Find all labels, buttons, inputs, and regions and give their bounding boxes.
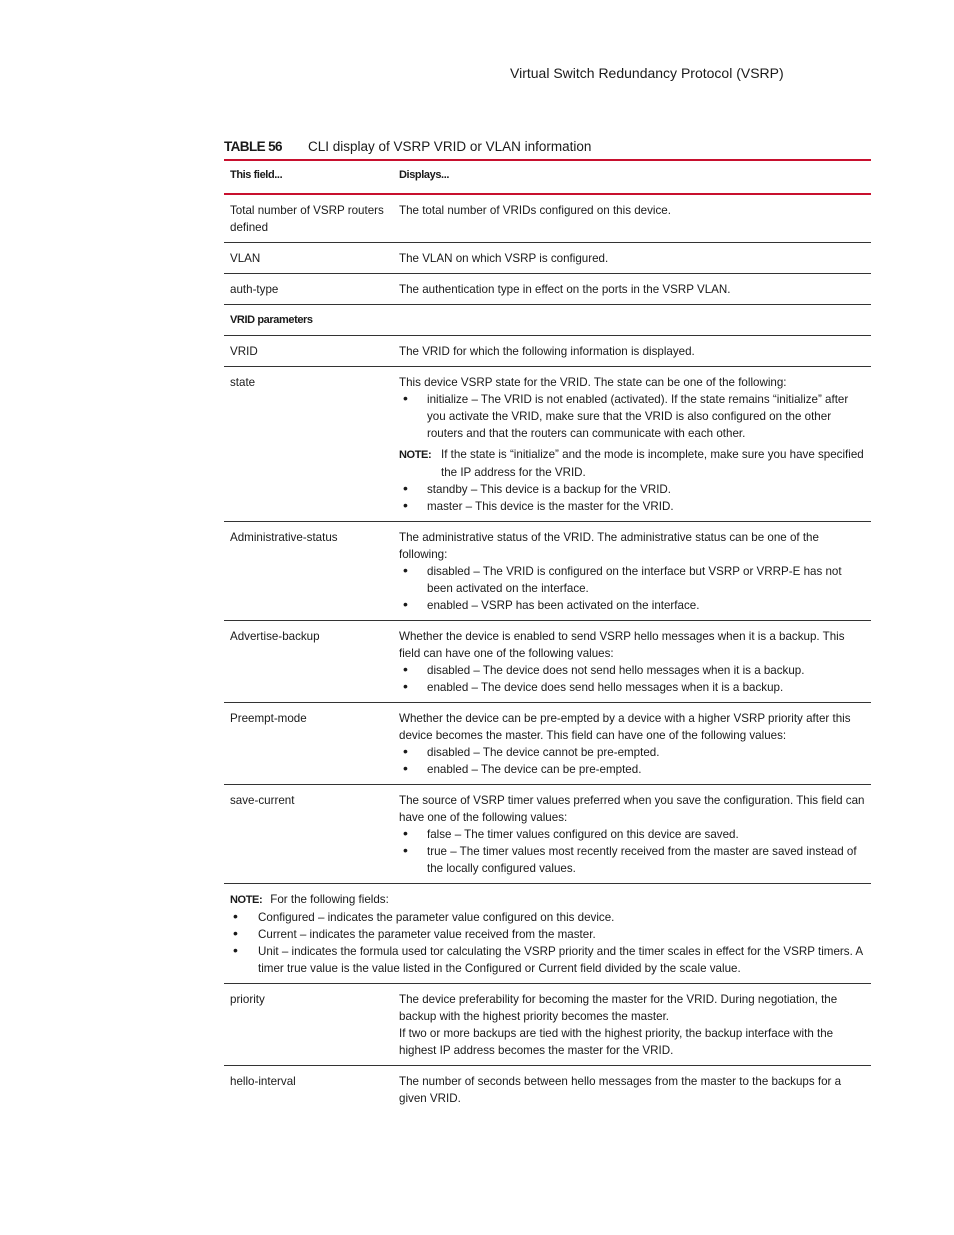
note xyxy=(399,446,865,481)
fields-note xyxy=(224,884,871,984)
header-field: This field... xyxy=(224,160,399,194)
note-label: NOTE: xyxy=(399,449,432,461)
description-text: If two or more backups are tied with the highest priority, the backup interface with the highest IP address becomes the master for the VRID. xyxy=(399,1027,834,1057)
bullet-list xyxy=(399,481,865,515)
field-description xyxy=(399,621,871,703)
bullet-list xyxy=(399,826,865,877)
field-description: The authentication type in effect on the ports in the VSRP VLAN. xyxy=(399,274,871,305)
list-item: • disabled – The device cannot be pre-empted. xyxy=(399,744,865,761)
running-head: Virtual Switch Redundancy Protocol (VSRP) xyxy=(510,65,784,81)
note xyxy=(230,891,871,909)
field-description xyxy=(399,367,871,522)
field-name: Administrative-status xyxy=(224,522,399,621)
field-name: state xyxy=(224,367,399,522)
note-text: For the following fields: xyxy=(270,893,389,906)
table-row xyxy=(224,194,871,243)
table-number: TABLE 56 xyxy=(224,139,282,154)
table-row xyxy=(224,785,871,884)
list-item: • false – The timer values configured on this device are saved. xyxy=(399,826,865,843)
list-item: • enabled – The device does send hello messages when it is a backup. xyxy=(399,679,865,696)
field-name: hello-interval xyxy=(230,1075,296,1088)
field-description xyxy=(399,522,871,621)
fields-note-row xyxy=(224,884,871,984)
description-text: The administrative status of the VRID. The administrative status can be one of the following: xyxy=(399,531,819,561)
bullet-list xyxy=(399,391,865,442)
table-row xyxy=(224,243,871,274)
table-row xyxy=(224,703,871,785)
field-description: The VRID for which the following information is displayed. xyxy=(399,336,871,367)
field-name: Advertise-backup xyxy=(224,621,399,703)
list-item: • enabled – VSRP has been activated on the interface. xyxy=(399,597,865,614)
bullet-list xyxy=(399,662,865,696)
header-displays: Displays... xyxy=(399,160,871,194)
field-name: Preempt-mode xyxy=(224,703,399,785)
list-item: • master – This device is the master for the VRID. xyxy=(399,498,865,515)
field-description xyxy=(399,984,871,1066)
field-name: priority xyxy=(224,984,399,1066)
table-row xyxy=(224,274,871,305)
list-item: • disabled – The device does not send hello messages when it is a backup. xyxy=(399,662,865,679)
list-item: • true – The timer values most recently received from the master are saved instead of the locally configured values. xyxy=(399,843,865,877)
description-text: The device preferability for becoming the master for the VRID. During negotiation, the backup with the highest priority becomes the master. xyxy=(399,993,838,1023)
field-description: The total number of VRIDs configured on this device. xyxy=(399,194,871,243)
description-text: This device VSRP state for the VRID. The state can be one of the following: xyxy=(399,376,787,389)
list-item: • Current – indicates the parameter value received from the master. xyxy=(230,926,871,943)
table-header-row xyxy=(224,160,871,194)
list-item: • enabled – The device can be pre-empted. xyxy=(399,761,865,778)
table-row xyxy=(224,336,871,367)
note-text: If the state is “initialize” and the mode is incomplete, make sure you have specified the IP address for the VRID. xyxy=(441,448,864,479)
field-description: The number of seconds between hello messages from the master to the backups for a given VRID. xyxy=(399,1075,842,1105)
note-label: NOTE: xyxy=(230,894,263,906)
list-item: • standby – This device is a backup for the VRID. xyxy=(399,481,865,498)
field-name: Total number of VSRP routers defined xyxy=(224,194,399,243)
description-text: Whether the device is enabled to send VSRP hello messages when it is a backup. This field can have one of the following values: xyxy=(399,630,845,660)
group-row xyxy=(224,305,871,336)
field-name: VRID xyxy=(224,336,399,367)
field-description: The VLAN on which VSRP is configured. xyxy=(399,243,871,274)
field-name: VLAN xyxy=(224,243,399,274)
bullet-list xyxy=(399,744,865,778)
field-name: auth-type xyxy=(224,274,399,305)
list-item: • Unit – indicates the formula used tor calculating the VSRP priority and the timer scales in effect for the VSRP timers. A timer true value is the value listed in the Configured or Current field divided by the scale value. xyxy=(230,943,871,977)
list-item: • disabled – The VRID is configured on the interface but VSRP or VRRP-E has not been activated on the interface. xyxy=(399,563,865,597)
table-row xyxy=(224,522,871,621)
list-item: • Configured – indicates the parameter value configured on this device. xyxy=(230,909,871,926)
bullet-list xyxy=(230,909,871,977)
field-description xyxy=(399,703,871,785)
vsrp-info-table xyxy=(224,159,871,1107)
field-name: save-current xyxy=(224,785,399,884)
field-description xyxy=(399,785,871,884)
table-row xyxy=(224,1066,871,1108)
group-title: VRID parameters xyxy=(224,305,871,336)
table-row xyxy=(224,367,871,522)
table-title: CLI display of VSRP VRID or VLAN information xyxy=(308,139,592,154)
description-text: The source of VSRP timer values preferred when you save the configuration. This field can have one of the following values: xyxy=(399,794,865,824)
bullet-list xyxy=(399,563,865,614)
table-row xyxy=(224,984,871,1066)
table-row xyxy=(224,621,871,703)
description-text: Whether the device can be pre-empted by a device with a higher VSRP priority after this device becomes the master. This field can have one of the following values: xyxy=(399,712,851,742)
table-caption xyxy=(224,139,591,154)
list-item: • initialize – The VRID is not enabled (activated). If the state remains “initialize” after you activate the VRID, make sure that the VRID is also configured on the other routers and that the routers can communicate with each other. xyxy=(399,391,865,442)
